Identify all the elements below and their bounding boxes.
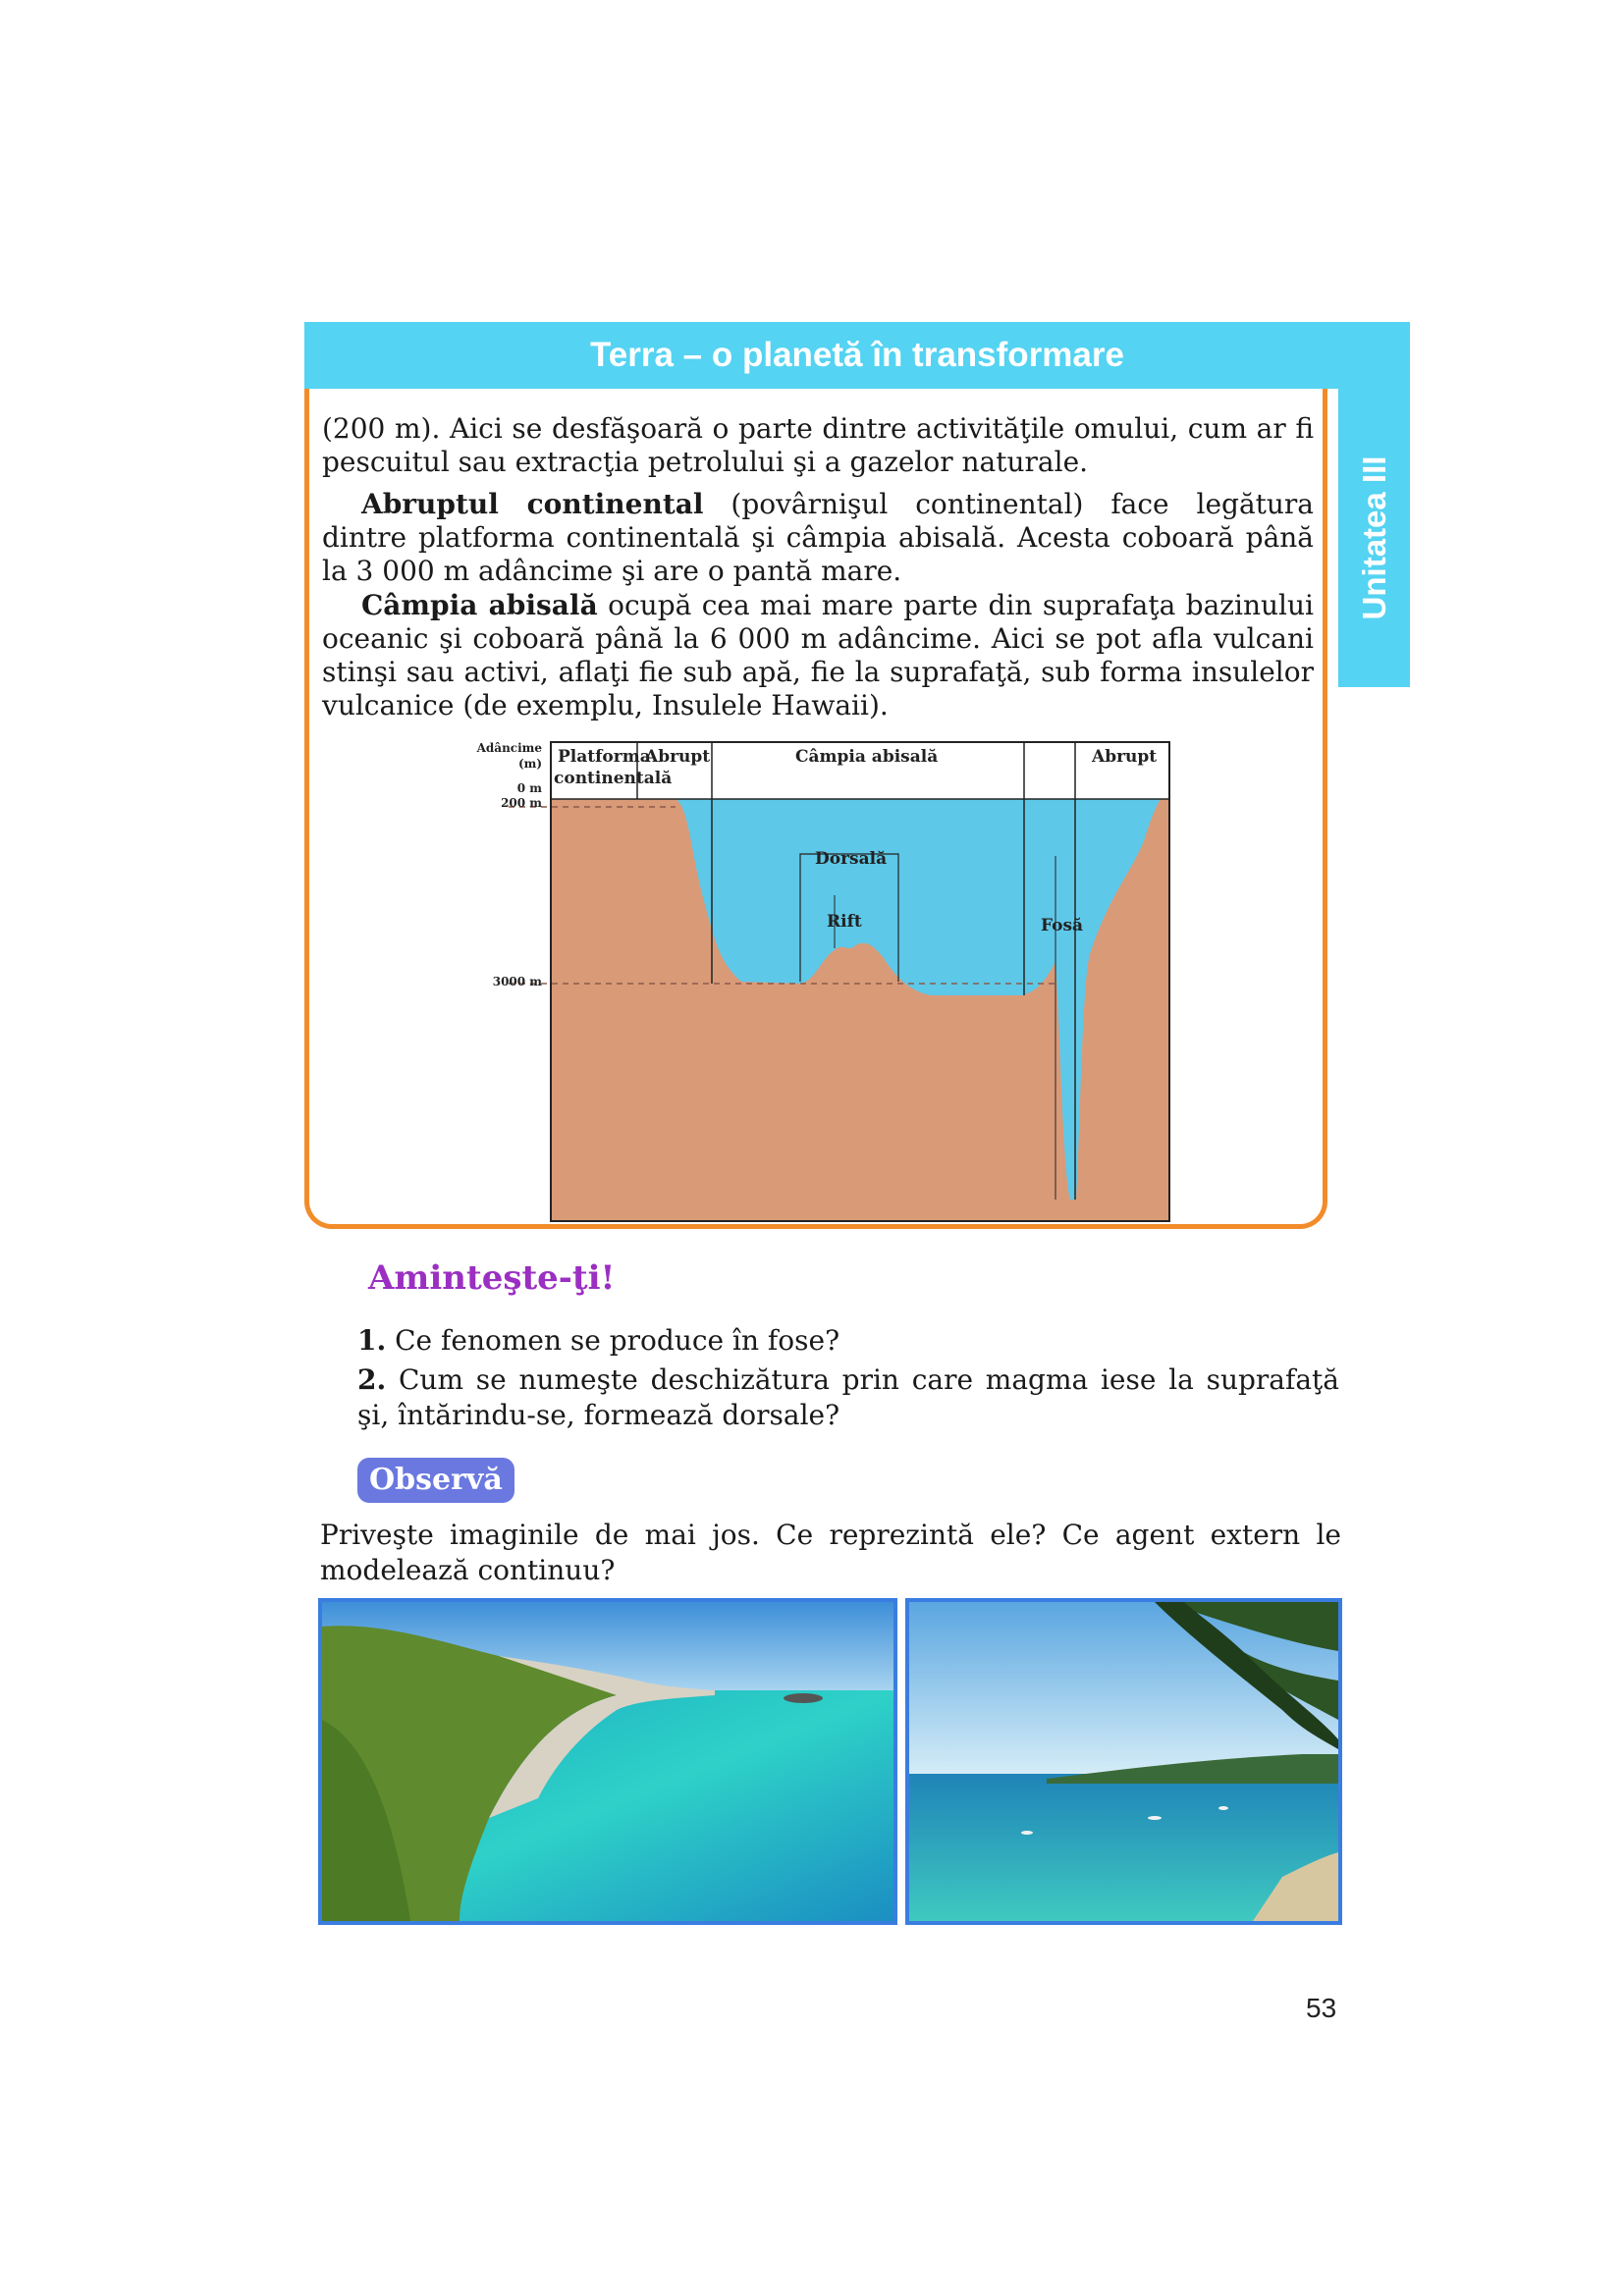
ocean-floor-diagram: [461, 738, 1173, 1224]
paragraph-slope-text: (povârnişul continental) face legătura dintre platforma continentală şi câmpia abisală. Acesta coboară până la 3 000 m adâncime şi are o pantă mare.: [322, 488, 1314, 587]
question-2-text: Cum se numeşte deschizătura prin care magma iese la suprafaţă şi, întărindu-se, formează dorsale?: [357, 1363, 1339, 1431]
depth-tick-0: 0 m: [516, 781, 542, 795]
term-abyssal-plain: Câmpia abisală: [361, 589, 598, 621]
question-1-number: 1.: [357, 1324, 387, 1357]
chapter-title: Terra – o planetă în transformare: [590, 336, 1124, 374]
depth-axis-label: Adâncime: [476, 741, 542, 755]
question-2-number: 2.: [357, 1363, 387, 1396]
label-ridge: Dorsală: [815, 849, 888, 869]
label-rift: Rift: [827, 912, 862, 932]
observe-badge: Observă: [357, 1458, 514, 1503]
label-abrupt-right: Abrupt: [1092, 747, 1158, 767]
question-1-text: Ce fenomen se produce în fose?: [386, 1324, 840, 1357]
chapter-header: [304, 322, 1410, 389]
label-trench: Fosă: [1041, 916, 1084, 935]
page-number: 53: [1306, 1993, 1337, 2023]
label-platform-2: continentală: [554, 769, 673, 788]
question-2: [357, 1362, 1339, 1433]
label-abrupt-left: Abrupt: [645, 747, 711, 767]
paragraph-shelf-text: (200 m). Aici se desfăşoară o parte dintre activităţile omului, cum ar fi pescuitul sau extracţia petrolului şi a gazelor naturale.: [322, 412, 1314, 478]
observe-instruction: Priveşte imaginile de mai jos. Ce reprezintă ele? Ce agent extern le modelează continuu?: [320, 1519, 1341, 1586]
paragraph-slope: [322, 488, 1314, 588]
depth-tick-200: 200 m: [501, 796, 542, 810]
label-platform: Platforma: [558, 747, 651, 767]
label-abyssal-plain: Câmpia abisală: [795, 747, 939, 767]
paragraph-abyssal-text: ocupă cea mai mare parte din suprafaţa bazinului oceanic şi coboară până la 6 000 m adâncime. Aici se pot afla vulcani stinşi sau activi, aflaţi fie sub apă, fie la suprafaţă, sub forma insulelor vulcanice (de exemplu, Insulele Hawaii).: [322, 589, 1315, 721]
term-continental-slope: Abruptul continental: [361, 488, 704, 520]
question-1: [357, 1323, 1339, 1359]
unit-label: Unitatea III: [1355, 455, 1392, 620]
paragraph-shelf: [322, 412, 1314, 479]
depth-axis-unit: (m): [517, 757, 542, 771]
photo-beach-bay: [905, 1598, 1342, 1925]
photo-coastal-cliffs: [318, 1598, 897, 1925]
paragraph-abyssal: [322, 589, 1314, 722]
unit-tab: [1338, 389, 1410, 687]
remember-heading: Aminteşte-ţi!: [368, 1258, 616, 1298]
depth-tick-3000: 3000 m: [492, 975, 542, 988]
